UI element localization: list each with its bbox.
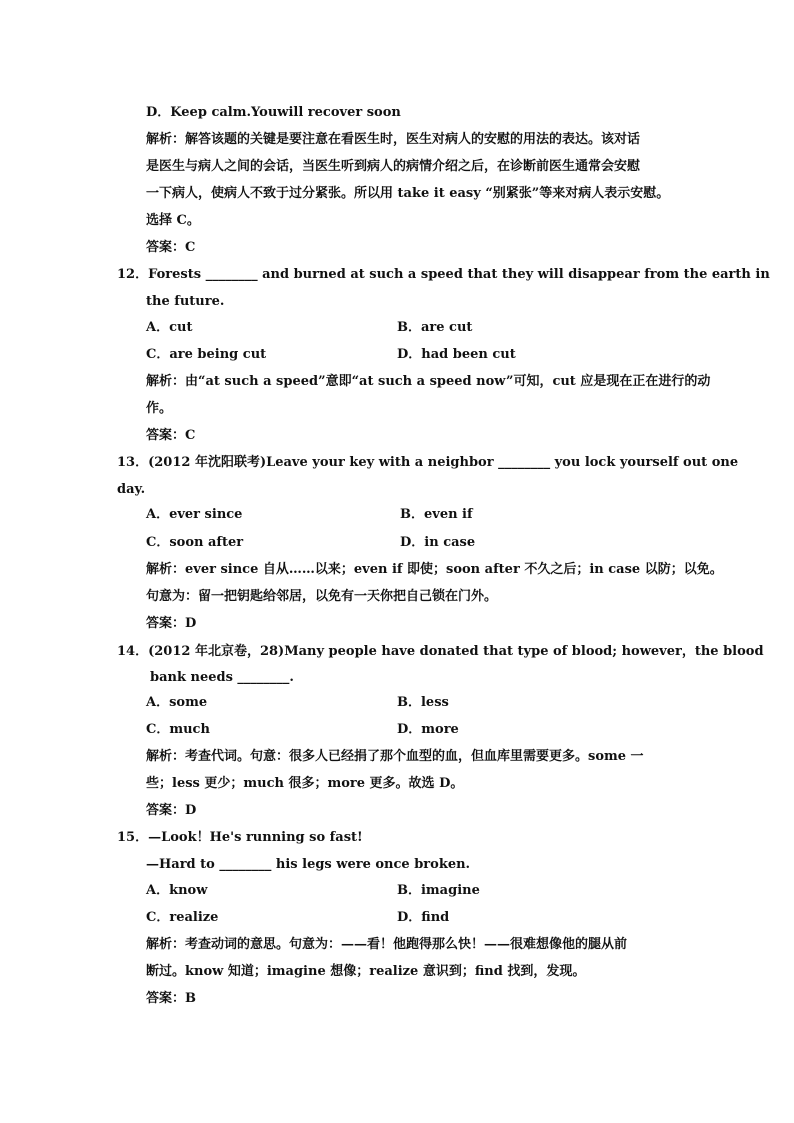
q15-answer: 答案：B: [146, 991, 196, 1006]
q13-option-d: D．in case: [400, 535, 476, 550]
q14-option-d: D．more: [397, 722, 459, 737]
q15-analysis-line: 解析：考查动词的意思。句意为：——看！他跑得那么快！——很难想像他的腿从前: [146, 937, 628, 952]
q11-analysis-line: 一下病人，使病人不致于过分紧张。所以用 take it easy “别紧张”等来对病人表示安慰。: [146, 186, 670, 201]
q12-stem-cont: the future.: [146, 294, 225, 309]
q12-option-a: A．cut: [146, 320, 193, 335]
q13-stem-cont: day.: [117, 482, 146, 497]
q12-analysis-line: 解析：由“at such a speed”意即“at such a speed now”可知，cut 应是现在正在进行的动: [146, 374, 711, 389]
q13-analysis-line: 解析：ever since 自从……以来；even if 即使；soon after 不久之后；in case 以防；以免。: [146, 562, 723, 577]
q11-analysis-line: 选择 C。: [146, 213, 200, 228]
q13-analysis-line: 句意为：留一把钥匙给邻居，以免有一天你把自己锁在门外。: [146, 589, 498, 604]
q12-stem: 12．Forests ________ and burned at such a speed that they will disappear from the earth in: [117, 267, 770, 282]
q14-analysis-line: 解析：考查代词。句意：很多人已经捐了那个血型的血，但血库里需要更多。some 一: [146, 749, 644, 764]
q13-option-b: B．even if: [400, 507, 473, 522]
q14-answer: 答案：D: [146, 803, 197, 818]
q12-option-c: C．are being cut: [146, 347, 267, 362]
q12-option-d: D．had been cut: [397, 347, 516, 362]
q13-option-c: C．soon after: [146, 535, 244, 550]
q14-option-c: C．much: [146, 722, 210, 737]
q13-answer: 答案：D: [146, 616, 197, 631]
q14-stem-cont: bank needs ________.: [150, 670, 294, 685]
q11-answer: 答案：C: [146, 240, 196, 255]
q15-stem: 15．—Look！He's running so fast!: [117, 830, 363, 845]
q15-stem-cont: —Hard to ________ his legs were once broken.: [146, 857, 471, 872]
q14-stem: 14．(2012 年北京卷，28)Many people have donated that type of blood; however，the blood: [117, 644, 764, 659]
q14-analysis-line: 些；less 更少；much 很多；more 更多。故选 D。: [146, 776, 464, 791]
q12-option-b: B．are cut: [397, 320, 473, 335]
q14-option-b: B．less: [397, 695, 449, 710]
q12-answer: 答案：C: [146, 428, 196, 443]
q15-option-d: D．find: [397, 910, 450, 925]
q11-analysis-line: 是医生与病人之间的会话，当医生听到病人的病情介绍之后，在诊断前医生通常会安慰: [146, 159, 641, 174]
q14-option-a: A．some: [146, 695, 208, 710]
q15-option-a: A．know: [146, 883, 208, 898]
q15-analysis-line: 断过。know 知道；imagine 想像；realize 意识到；find 找到，发现。: [146, 964, 586, 979]
q15-option-b: B．imagine: [397, 883, 480, 898]
q13-option-a: A．ever since: [146, 507, 243, 522]
q12-analysis-line: 作。: [146, 401, 173, 416]
q15-option-c: C．realize: [146, 910, 219, 925]
q11-option-d: D．Keep calm.Youwill recover soon: [146, 105, 401, 120]
q11-analysis-line: 解析：解答该题的关键是要注意在看医生时，医生对病人的安慰的用法的表达。该对话: [146, 132, 641, 147]
q13-stem: 13．(2012 年沈阳联考)Leave your key with a neighbor ________ you lock yourself out one: [117, 455, 739, 470]
